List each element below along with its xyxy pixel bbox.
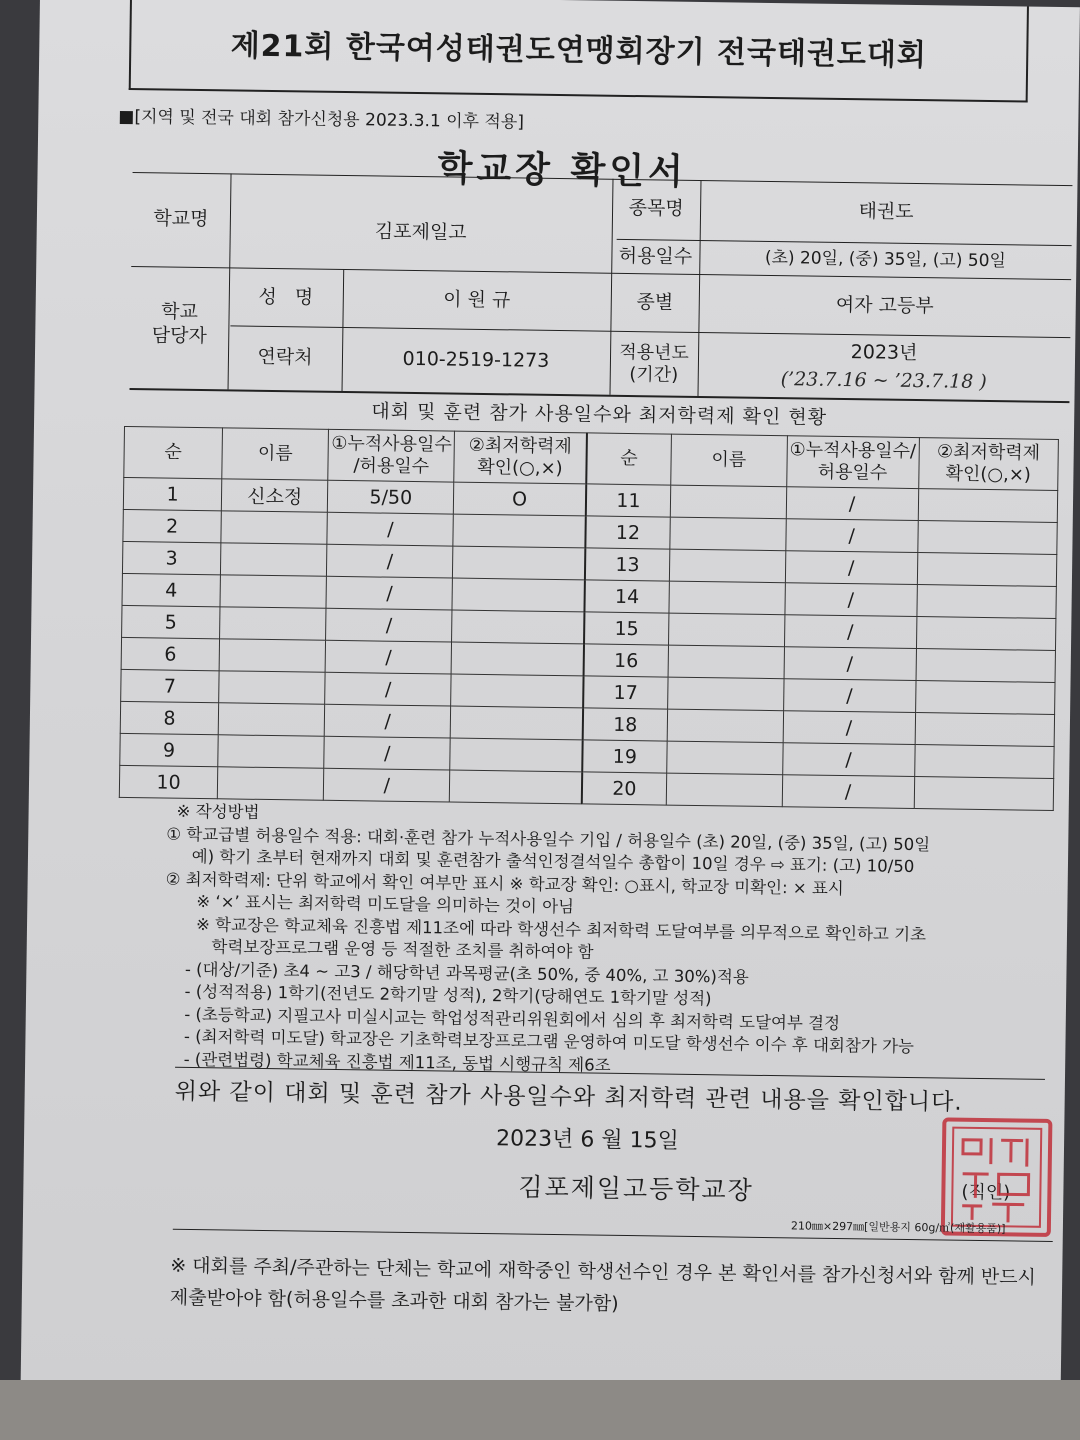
- row-days: /: [325, 704, 451, 738]
- row-name: [219, 671, 326, 704]
- row-no: 15: [584, 612, 669, 645]
- status-heading: 대회 및 훈련 참가 사용일수와 최저학력제 확인 현황: [371, 400, 828, 429]
- row-name: [218, 703, 325, 736]
- row-no: 16: [583, 644, 668, 677]
- row-no: 2: [123, 509, 221, 542]
- row-no: 20: [582, 772, 667, 805]
- col-name-right: 이름: [671, 434, 787, 487]
- row-name: [669, 581, 785, 615]
- row-days: /: [784, 647, 917, 681]
- row-days: /: [785, 551, 918, 585]
- method-line: ※ 학교장은 학교체육 진흥법 제11조에 따라 학생선수 최저학력 도달여부를 의무적으로 확인하고 기초: [174, 914, 927, 944]
- row-name: [219, 639, 326, 672]
- row-name: 신소정: [221, 479, 328, 512]
- method-line: - (관련법령) 학교체육 진흥법 제11조, 동법 시행규칙 제6조: [173, 1049, 611, 1075]
- row-days: /: [783, 711, 916, 745]
- row-check: [450, 770, 583, 804]
- row-days: /: [326, 608, 452, 642]
- event-value: 태권도: [858, 200, 914, 224]
- row-check: [917, 585, 1057, 619]
- staff-label: 학교 담당자: [151, 300, 207, 348]
- year-value: 2023년: [850, 341, 918, 365]
- method-line: - (최저학력 미도달) 학교장은 기초학력보장프로그램 운영하여 미도달 학생선수 이수 후 대회참가 가능: [173, 1026, 915, 1057]
- row-check: [452, 610, 585, 644]
- row-no: 9: [120, 733, 218, 766]
- principal-name: 김포제일고등학교장: [518, 1172, 754, 1205]
- row-check: [453, 546, 586, 580]
- row-name: [668, 613, 784, 647]
- row-check: [453, 514, 586, 548]
- document-sheet: [21, 0, 1080, 1407]
- event-label: 종목명: [628, 197, 684, 220]
- allow-value: (초) 20일, (중) 35일, (고) 50일: [764, 248, 1007, 272]
- year-label: 적용년도 (기간): [619, 341, 690, 386]
- confirm-statement: 위와 같이 대회 및 훈련 참가 사용일수와 최저학력 관련 내용을 확인합니다.: [174, 1078, 963, 1116]
- row-no: 6: [121, 637, 219, 670]
- row-days: /: [784, 615, 917, 649]
- writing-method: [165, 801, 1077, 1084]
- row-no: 1: [123, 477, 221, 510]
- method-line: - (대상/기준) 초4 ~ 고3 / 해당학년 과목평균(초 50%, 중 40%, 고 30%)적용: [174, 959, 749, 987]
- row-check: [450, 706, 583, 740]
- row-name: [220, 575, 327, 608]
- row-name: [670, 517, 786, 551]
- row-check: [916, 649, 1056, 683]
- paper-spec: 210㎜×297㎜[일반용지 60g/㎡(재활용품)]: [790, 1219, 1006, 1236]
- row-name: [220, 607, 327, 640]
- row-no: 10: [119, 765, 217, 798]
- document-title: 학교장 확인서: [437, 148, 688, 193]
- method-line: 예) 학기 초부터 현재까지 대회 및 훈련참가 출석인정결석일수 총합이 10일 경우 ⇨ 표기: (고) 10/50: [175, 846, 915, 877]
- participation-table: [119, 426, 1059, 811]
- row-days: /: [325, 640, 451, 674]
- row-no: 11: [586, 484, 671, 517]
- row-name: [667, 709, 783, 743]
- row-days: /: [326, 576, 452, 610]
- row-name: [667, 741, 783, 775]
- method-line: ① 학교급별 허용일수 적용: 대회·훈련 참가 누적사용일수 기입 / 허용일수 (초) 20일, (중) 35일, (고) 50일: [166, 824, 931, 854]
- background-fabric: [0, 1380, 1080, 1440]
- row-days: /: [324, 768, 450, 802]
- col-days: ①누적사용일수 /허용일수: [328, 429, 455, 482]
- seal-icon: [948, 1124, 1045, 1231]
- col-name: 이름: [222, 428, 329, 480]
- event-title: 제21회 한국여성태권도연맹회장기 전국태권도대회: [129, 0, 1029, 103]
- row-no: 8: [120, 701, 218, 734]
- col-days-right: ①누적사용일수/ 허용일수: [786, 436, 919, 489]
- name-label: 성 명: [258, 285, 314, 309]
- row-check: [918, 489, 1058, 523]
- allow-label: 허용일수: [618, 244, 693, 268]
- usage-note: ■[지역 및 전국 대회 참가신청용 2023.3.1 이후 적용]: [118, 106, 525, 133]
- row-name: [218, 735, 325, 768]
- contact-value: 010-2519-1273: [402, 347, 550, 373]
- row-days: /: [782, 775, 915, 809]
- period-value: (’23.7.16 ~ ’23.7.18 ): [780, 368, 987, 394]
- row-check: O: [454, 482, 587, 516]
- row-no: 18: [582, 708, 667, 741]
- row-no: 19: [582, 740, 667, 773]
- row-name: [217, 767, 324, 800]
- row-days: /: [324, 736, 450, 770]
- row-days: /: [327, 512, 453, 546]
- method-line: 학력보장프로그램 운영 등 적절한 조치를 취하여야 함: [174, 936, 594, 962]
- method-line: ※ 작성방법: [176, 801, 260, 822]
- row-no: 17: [583, 676, 668, 709]
- category-value: 여자 고등부: [835, 294, 934, 318]
- footer-note: ※ 대회를 주최/주관하는 단체는 학교에 재학중인 학생선수인 경우 본 확인서를 참가신청서와 함께 반드시 제출받아야 함(허용일수를 초과한 대회 참가는 불가함): [169, 1254, 1037, 1315]
- row-name: [670, 485, 786, 519]
- row-name: [666, 773, 782, 807]
- row-check: [915, 681, 1055, 715]
- row-name: [221, 511, 328, 544]
- col-check: ②최저학력제 확인(○,×): [454, 431, 587, 484]
- col-no: 순: [124, 426, 223, 478]
- row-check: [452, 578, 585, 612]
- row-days: /: [784, 583, 917, 617]
- row-days: /: [786, 487, 919, 521]
- school-label: 학교명: [153, 207, 209, 231]
- row-check: [917, 521, 1057, 555]
- name-value: 이 원 규: [443, 288, 511, 312]
- row-check: [915, 713, 1055, 747]
- row-check: [450, 738, 583, 772]
- row-name: [668, 677, 784, 711]
- row-check: [917, 553, 1057, 587]
- row-no: 7: [121, 669, 219, 702]
- category-label: 종별: [636, 291, 674, 314]
- col-check-right: ②최저학력제 확인(○,×): [918, 438, 1058, 491]
- row-days: 5/50: [328, 480, 454, 514]
- row-no: 14: [584, 580, 669, 613]
- row-name: [669, 549, 785, 583]
- col-no-right: 순: [586, 433, 671, 485]
- row-check: [451, 642, 584, 676]
- row-days: /: [325, 672, 451, 706]
- seal-mark: (직인): [961, 1181, 1011, 1204]
- row-no: 12: [585, 516, 670, 549]
- row-name: [220, 543, 327, 576]
- contact-label: 연락처: [257, 345, 313, 369]
- row-check: [914, 777, 1054, 811]
- row-check: [914, 745, 1054, 779]
- row-no: 3: [122, 541, 220, 574]
- row-days: /: [783, 679, 916, 713]
- row-check: [916, 617, 1056, 651]
- method-line: ② 최저학력제: 단위 학교에서 확인 여부만 표시 ※ 학교장 확인: ○표시, 학교장 미확인: × 표시: [165, 869, 844, 898]
- school-value: 김포제일고: [374, 220, 467, 244]
- row-check: [451, 674, 584, 708]
- row-name: [668, 645, 784, 679]
- method-line: ※ ‘×’ 표시는 최저학력 미도달을 의미하는 것이 아님: [175, 891, 575, 917]
- row-no: 13: [585, 548, 670, 581]
- row-days: /: [785, 519, 918, 553]
- row-days: /: [782, 743, 915, 777]
- row-no: 4: [122, 573, 220, 606]
- row-days: /: [327, 544, 453, 578]
- row-no: 5: [122, 605, 220, 638]
- method-line: - (초등학교) 지필고사 미실시교는 학업성적관리위원회에서 심의 후 최저학력 도달여부 결정: [173, 1004, 841, 1033]
- issue-date: 2023년 6 월 15일: [495, 1126, 679, 1154]
- method-line: - (성적적용) 1학기(전년도 2학기말 성적), 2학기(당해연도 1학기말 성적): [173, 981, 712, 1009]
